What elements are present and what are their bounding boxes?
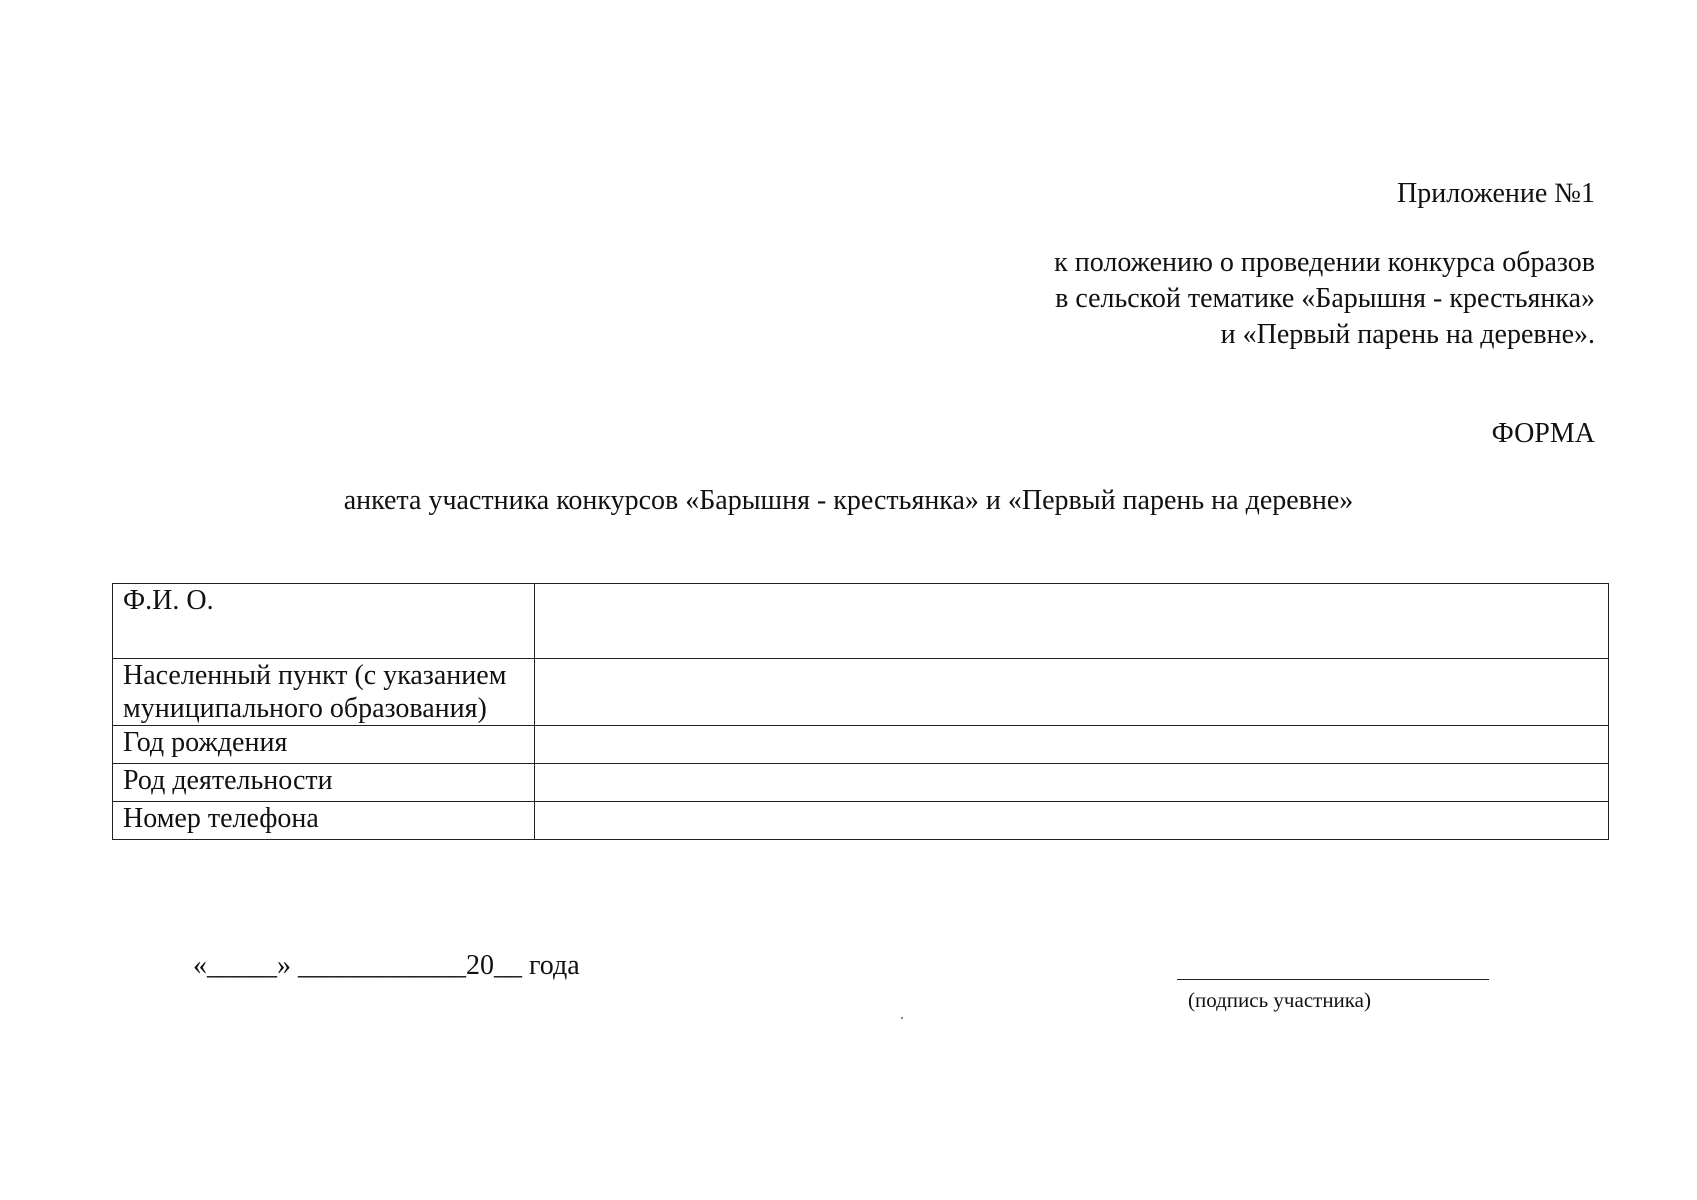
row-label (113, 659, 535, 726)
appendix-subtitle-line: в сельской тематике «Барышня - крестьянка» (1055, 283, 1595, 314)
row-value-field[interactable] (535, 659, 1609, 726)
form-label (1492, 416, 1595, 452)
table-row (113, 764, 1609, 802)
row-value-field[interactable] (535, 764, 1609, 802)
signature-caption: (подпись участника) (1188, 988, 1371, 1012)
appendix-number-text: Приложение №1 (1397, 178, 1595, 209)
row-value-field[interactable] (535, 726, 1609, 764)
row-label: Ф.И. О. (113, 584, 535, 659)
appendix-subtitle (1054, 245, 1595, 353)
appendix-subtitle-line: к положению о проведении конкурса образов (1054, 247, 1595, 278)
form-label-text: ФОРМА (1491, 418, 1595, 449)
row-label-line: муниципального образования) (123, 693, 487, 724)
row-label: Род деятельности (113, 764, 535, 802)
row-label-line: Населенный пункт (с указанием (123, 660, 507, 691)
row-value-field[interactable] (535, 802, 1609, 840)
appendix-subtitle-line: и «Первый парень на деревне». (1220, 319, 1595, 350)
row-label: Номер телефона (113, 802, 535, 840)
table-row (113, 659, 1609, 726)
signature-line (1177, 979, 1489, 980)
table-row (113, 802, 1609, 840)
row-label: Год рождения (113, 726, 535, 764)
participant-table (112, 583, 1609, 840)
appendix-number (1397, 176, 1595, 212)
table-row (113, 726, 1609, 764)
questionnaire-title: анкета участника конкурсов «Барышня - крестьянка» и «Первый парень на деревне» (343, 485, 1354, 516)
date-line: «_____» ____________20__ года (193, 950, 580, 981)
row-value-field[interactable] (535, 584, 1609, 659)
scan-speck (901, 1017, 903, 1019)
table-row (113, 584, 1609, 659)
